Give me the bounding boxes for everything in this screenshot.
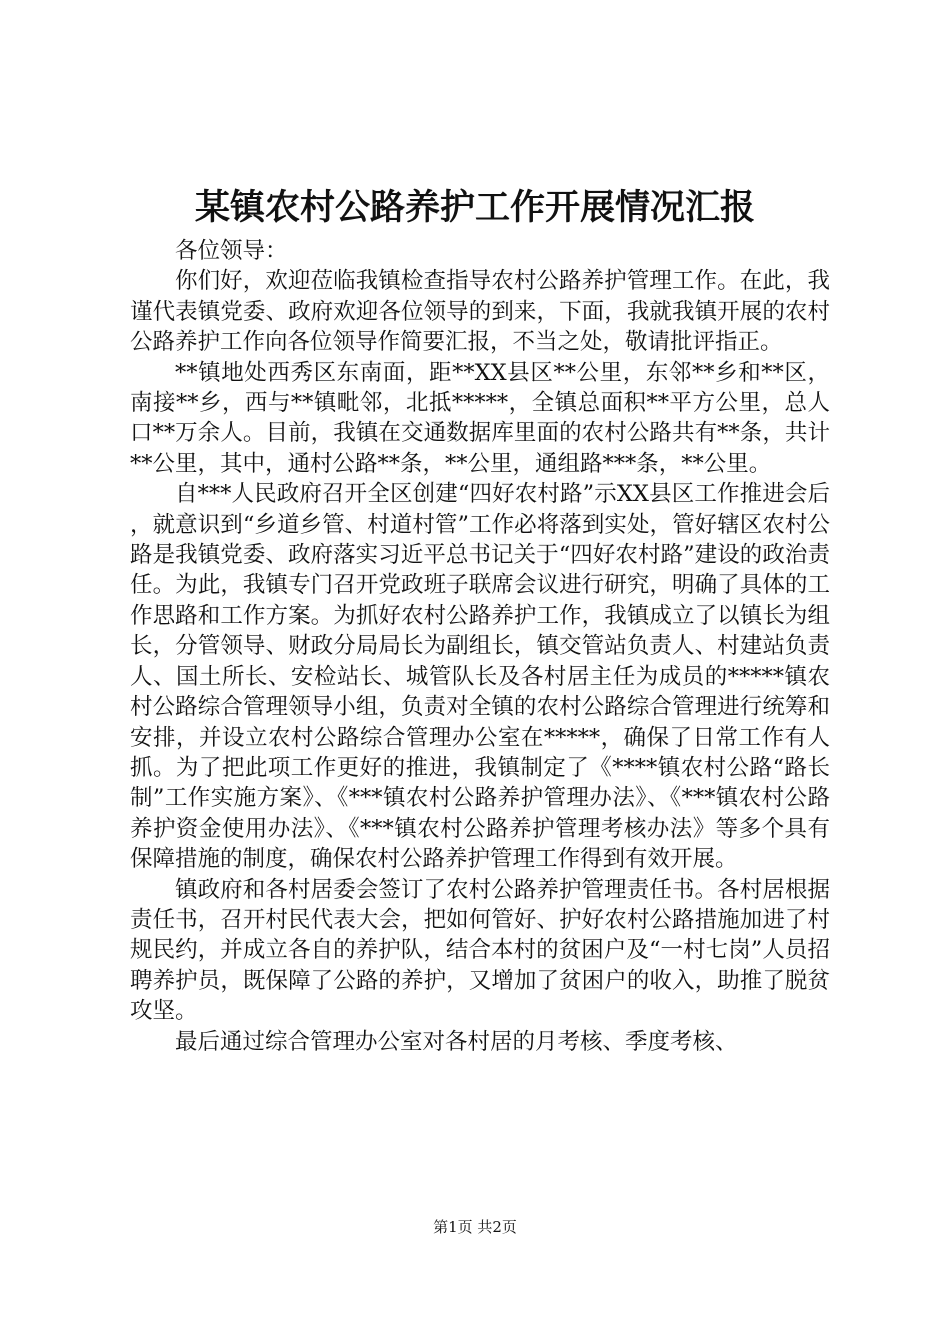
- paragraph-assessment: 最后通过综合管理办公室对各村居的月考核、季度考核、: [175, 1028, 738, 1055]
- document-title: 某镇农村公路养护工作开展情况汇报: [194, 187, 755, 228]
- paragraph-town-overview: **镇地处西秀区东南面，距**XX县区**公里，东邻**乡和**区，南接**乡，西与**镇毗邻，北抵*****，全镇总面积**平方公里，总人口**万余人。目前，我镇在交通数据库里面的农村公路共有**条，共计**公里，其中，通村公路**条，**公里，通组路***条，**公里。: [130, 359, 830, 477]
- document-body: [130, 236, 830, 1057]
- paragraph-responsibility: 镇政府和各村居委会签订了农村公路养护管理责任书。各村居根据责任书，召开村民代表大会，把如何管好、护好农村公路措施加进了村规民约，并成立各自的养护队，结合本村的贫困户及“一村七岗”人员招聘养护员，既保障了公路的养护，又增加了贫困户的收入，助推了脱贫攻坚。: [130, 876, 830, 1025]
- salutation: 各位领导：: [175, 238, 288, 264]
- paragraph-organization: 自***人民政府召开全区创建“四好农村路”示XX县区工作推进会后，就意识到“乡道乡管、村道村管”工作必将落到实处，管好辖区农村公路是我镇党委、政府落实习近平总书记关于“四好农村路”建设的政治责任。为此，我镇专门召开党政班子联席会议进行研究，明确了具体的工作思路和工作方案。为抓好农村公路养护工作，我镇成立了以镇长为组长，分管领导、财政分局局长为副组长，镇交管站负责人、村建站负责人、国土所长、安检站长、城管队长及各村居主任为成员的*****镇农村公路综合管理领导小组，负责对全镇的农村公路综合管理进行统筹和安排，并设立农村公路综合管理办公室在*****，确保了日常工作有人抓。为了把此项工作更好的推进，我镇制定了《****镇农村公路“路长制”工作实施方案》、《***镇农村公路养护管理办法》、《***镇农村公路养护资金使用办法》、《***镇农村公路养护管理考核办法》等多个具有保障措施的制度，确保农村公路养护管理工作得到有效开展。: [130, 481, 830, 873]
- page-number-footer: 第1页 共2页: [433, 1218, 517, 1236]
- paragraph-greeting: 你们好，欢迎莅临我镇检查指导农村公路养护管理工作。在此，我谨代表镇党委、政府欢迎各位领导的到来，下面，我就我镇开展的农村公路养护工作向各位领导作简要汇报，不当之处，敬请批评指正。: [130, 268, 830, 356]
